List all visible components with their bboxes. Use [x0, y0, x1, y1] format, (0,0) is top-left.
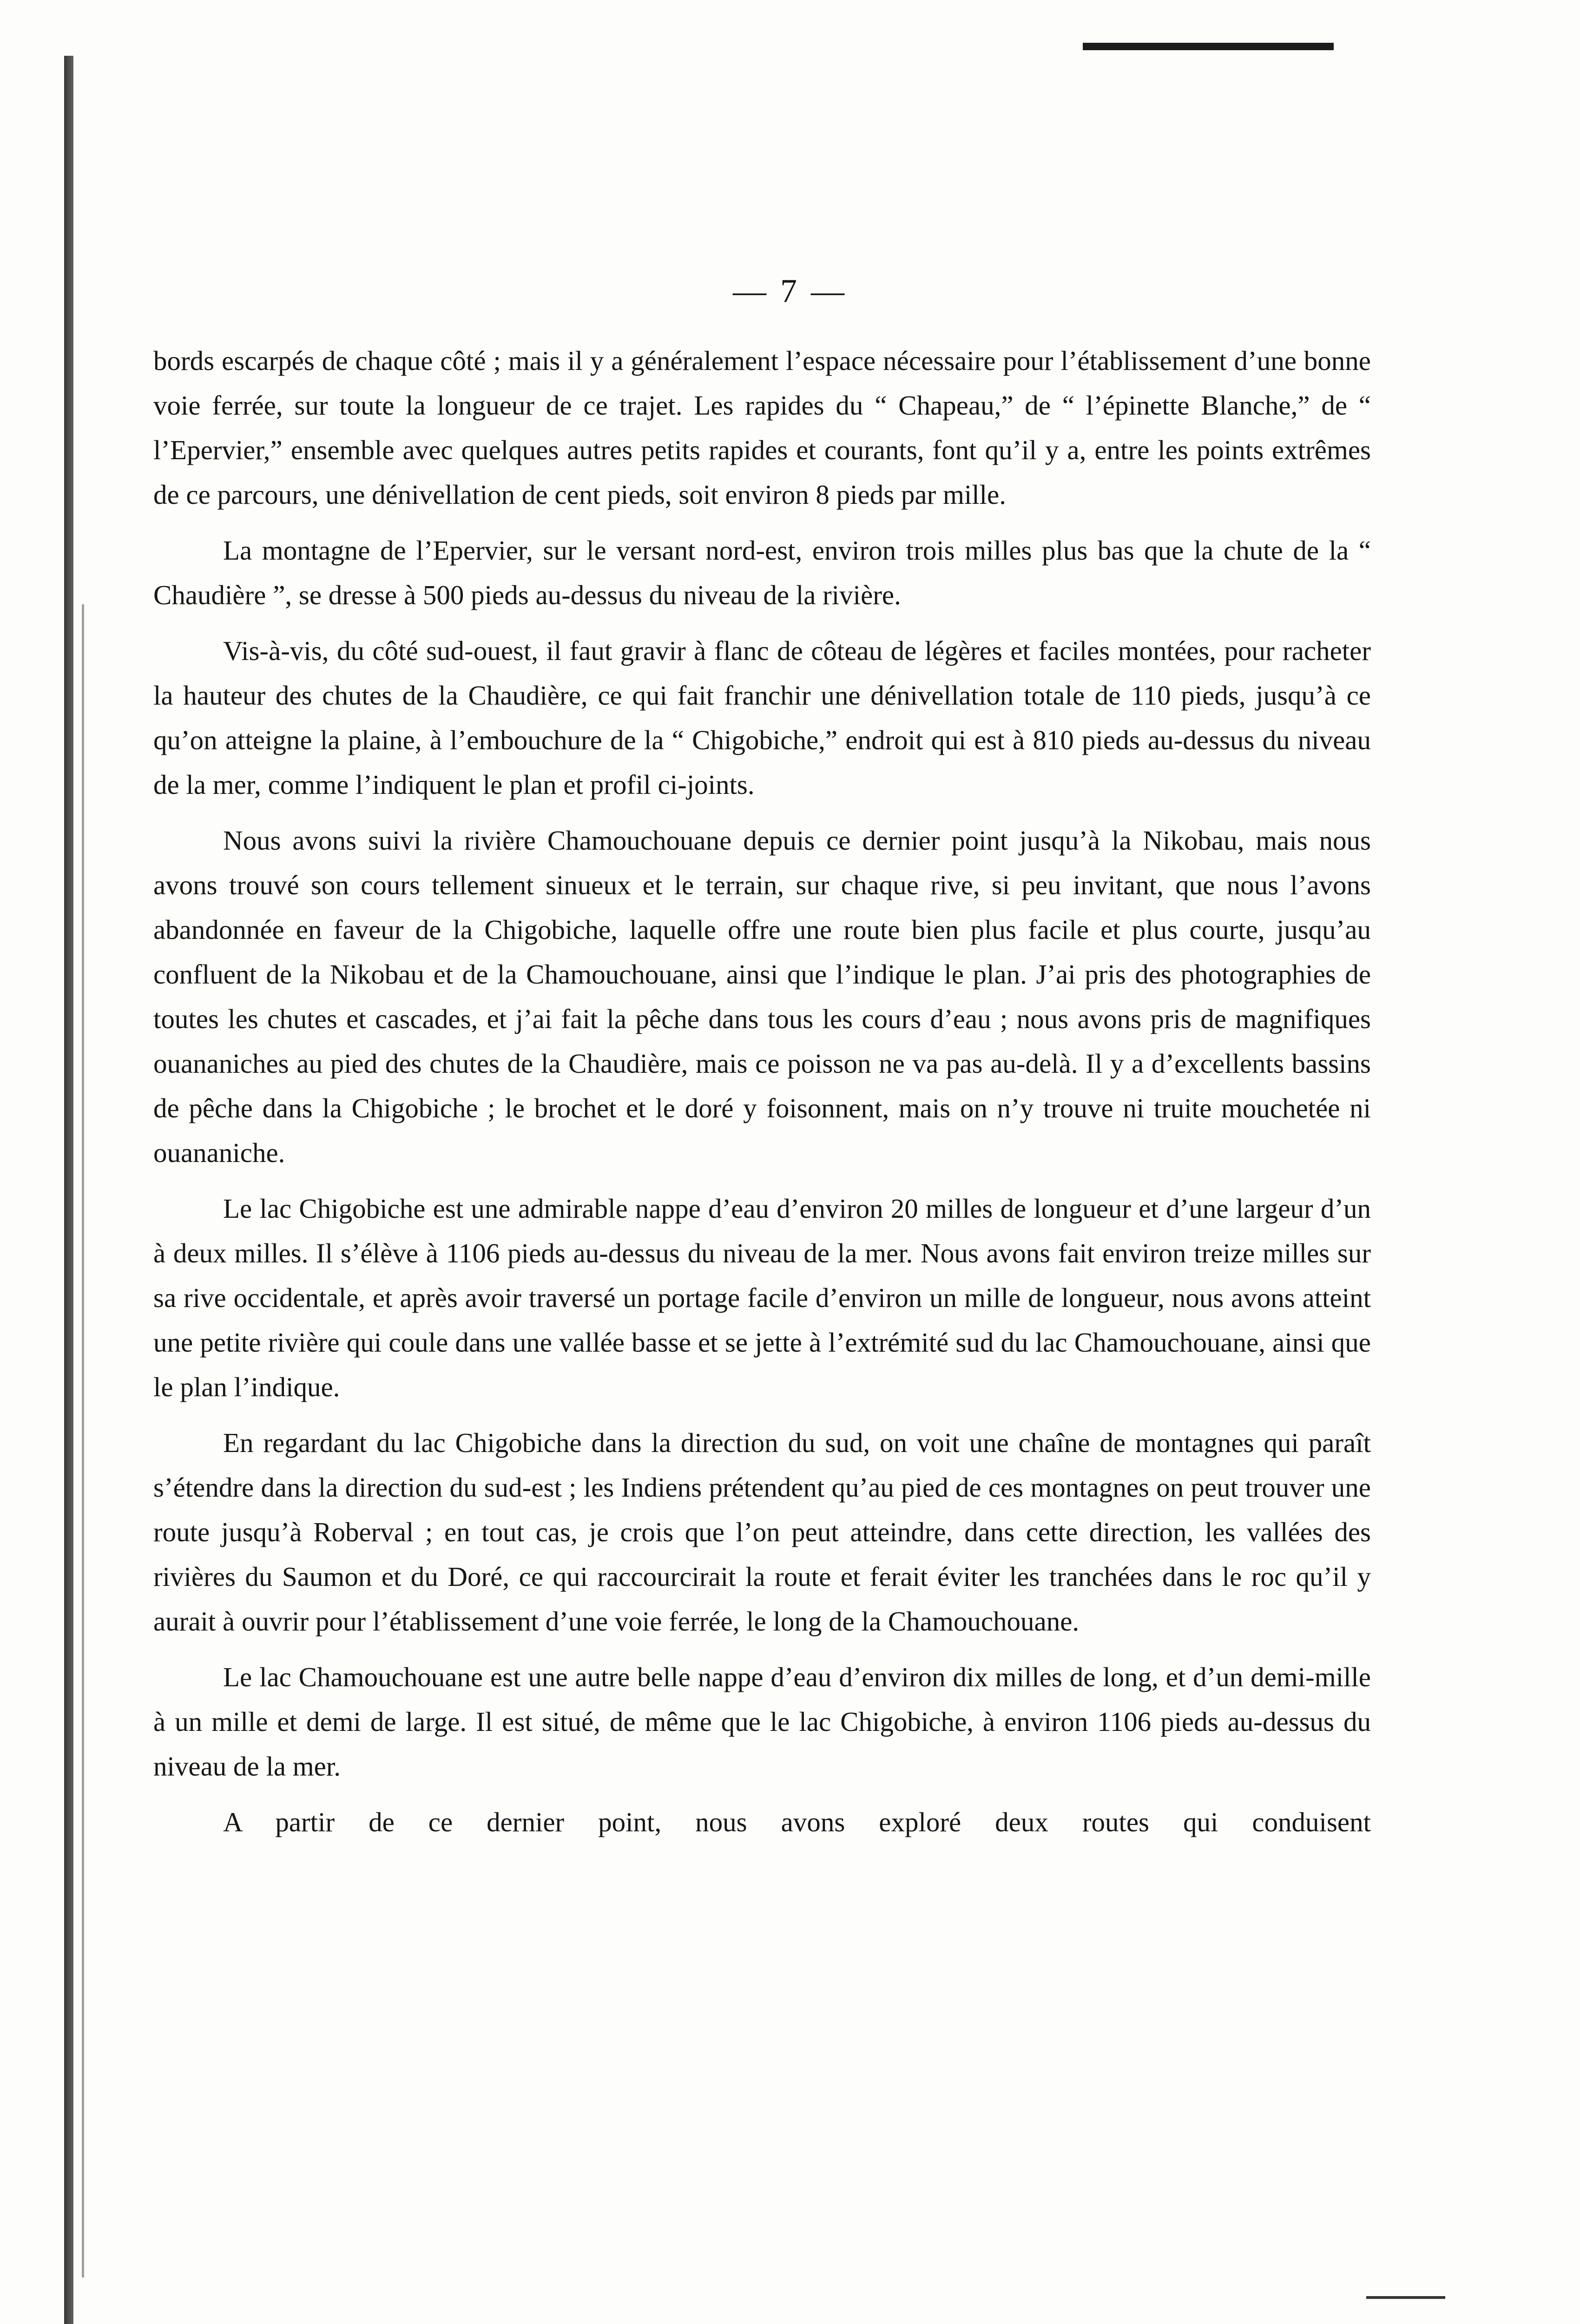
paragraph-6: En regardant du lac Chigobiche dans la direction du sud, on voit une chaîne de montagnes qui paraît s’étendre dans la direction du sud-est ; les Indiens prétendent qu’au pied de ces montagnes on peut trouver une route jusqu’à Roberval ; en tout cas, je crois que l’on peut atteindre, dans cette direction, les vallées des rivières du Saumon et du Doré, ce qui raccourcirait la route et ferait éviter les tranchées dans le roc qu’il y aurait à ouvrir pour l’établissement d’une voie ferrée, le long de la Chamouchouane.	[153, 1427, 1371, 1637]
page-number: — 7 —	[733, 272, 847, 310]
page-binding-shadow	[82, 604, 84, 2278]
paragraph-5: Le lac Chigobiche est une admirable nappe d’eau d’environ 20 milles de longueur et d’une largeur d’un à deux milles. Il s’élève à 1106 pieds au-dessus du niveau de la mer. Nous avons fait environ treize milles sur sa rive occidentale, et après avoir traversé un portage facile d’environ un mille de longueur, nous avons atteint une petite rivière qui coule dans une vallée basse et se jette à l’extrémité sud du lac Chamouchouane, ainsi que le plan l’indique.	[153, 1193, 1371, 1402]
page-binding-edge	[64, 56, 73, 2324]
paragraph-4: Nous avons suivi la rivière Chamouchouane depuis ce dernier point jusqu’à la Nikobau, mais nous avons trouvé son cours tellement sinueux et le terrain, sur chaque rive, si peu invitant, que nous l’avons abandonnée en faveur de la Chigobiche, laquelle offre une route bien plus facile et plus courte, jusqu’au confluent de la Nikobau et de la Chamouchouane, ainsi que l’indique le plan. J’ai pris des photographies de toutes les chutes et cascades, et j’ai fait la pêche dans tous les cours d’eau ; nous avons pris de magnifiques ouananiches au pied des chutes de la Chaudière, mais ce poisson ne va pas au-delà. Il y a d’excellents bassins de pêche dans la Chigobiche ; le brochet et le doré y foisonnent, mais on n’y trouve ni truite mouchetée ni ouananiche.	[153, 825, 1371, 1168]
paragraph-8: A partir de ce dernier point, nous avons exploré deux routes qui conduisent	[223, 1807, 1371, 1837]
body-text	[153, 338, 1371, 1855]
paragraph-7: Le lac Chamouchouane est une autre belle nappe d’eau d’environ dix milles de long, et d’un demi-mille à un mille et demi de large. Il est situé, de même que le lac Chigobiche, à environ 1106 pieds au-dessus du niveau de la mer.	[153, 1662, 1371, 1782]
paragraph-3: Vis-à-vis, du côté sud-ouest, il faut gravir à flanc de côteau de légères et faciles montées, pour racheter la hauteur des chutes de la Chaudière, ce qui fait franchir une dénivellation totale de 110 pieds, jusqu’à ce qu’on atteigne la plaine, à l’embouchure de la “ Chigobiche,” endroit qui est à 810 pieds au-dessus du niveau de la mer, comme l’indiquent le plan et profil ci-joints.	[153, 635, 1371, 800]
paragraph-2: La montagne de l’Epervier, sur le versant nord-est, environ trois milles plus bas que la chute de la “ Chaudière ”, se dresse à 500 pieds au-dessus du niveau de la rivière.	[153, 535, 1371, 610]
top-rule-line	[1083, 43, 1334, 50]
paragraph-1: bords escarpés de chaque côté ; mais il y a généralement l’espace nécessaire pour l’établissement d’une bonne voie ferrée, sur toute la longueur de ce trajet. Les rapides du “ Chapeau,” de “ l’épinette Blanche,” de “ l’Epervier,” ensemble avec quelques autres petits rapides et courants, font qu’il y a, entre les points extrêmes de ce parcours, une dénivellation de cent pieds, soit environ 8 pieds par mille.	[153, 345, 1371, 510]
bottom-rule-line	[1366, 2296, 1445, 2299]
